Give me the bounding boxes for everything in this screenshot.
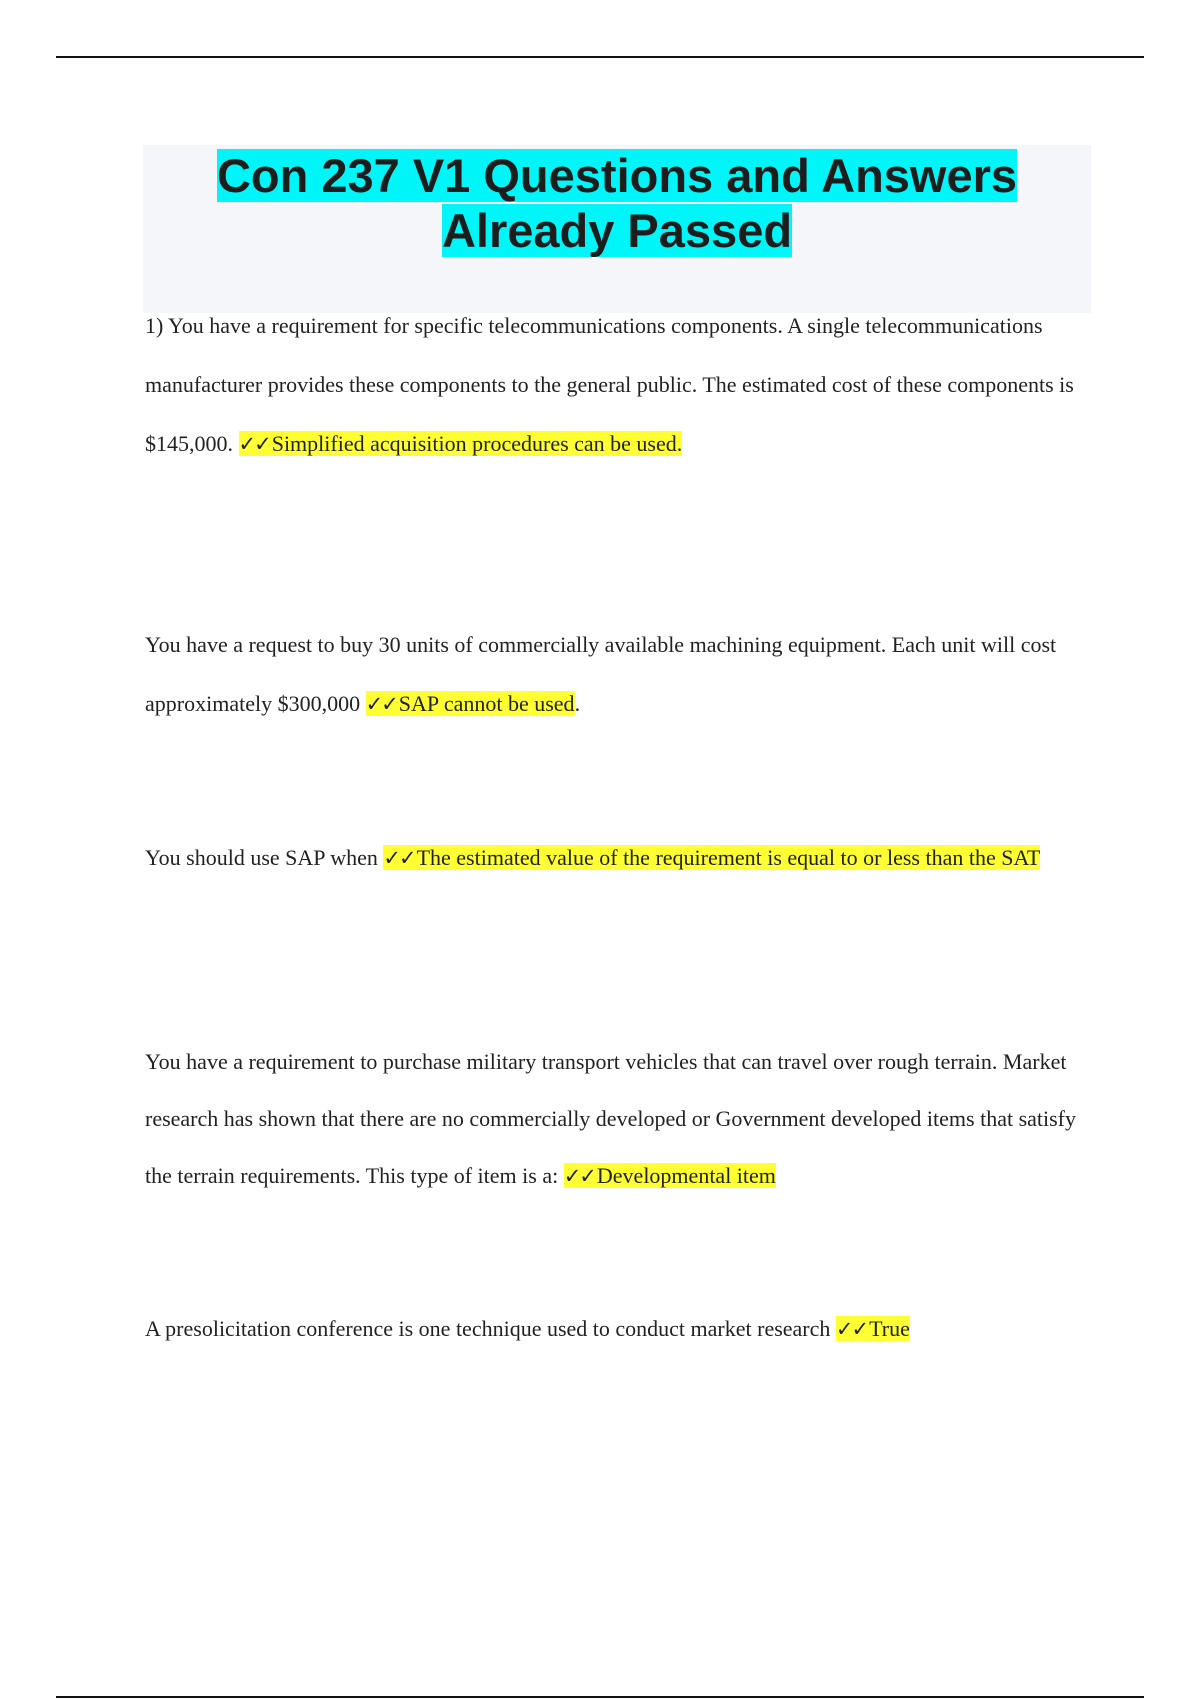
answer-text: SAP cannot be used xyxy=(398,691,575,716)
double-check-mark-icon: ✓✓ xyxy=(383,846,415,870)
answer-highlight xyxy=(836,1316,910,1341)
question-text: You have a requirement to purchase military transport vehicles that can travel over rough terrain. Market research has shown that there are no commercially developed or Government developed items that satisfy the terrain requirements. This type of item is a: xyxy=(145,1049,1077,1188)
double-check-mark-icon: ✓✓ xyxy=(238,432,270,456)
answer-highlight xyxy=(383,845,1040,870)
qa-item-2 xyxy=(145,615,1090,734)
question-text: A presolicitation conference is one technique used to conduct market research xyxy=(145,1316,831,1341)
question-text: You have a request to buy 30 units of commercially available machining equipment. Each unit will cost approximately $300,000 xyxy=(145,632,1057,716)
qa-item-3 xyxy=(145,828,1090,888)
answer-text: True xyxy=(869,1316,910,1341)
double-check-mark-icon: ✓✓ xyxy=(365,692,397,716)
answer-text: Developmental item xyxy=(596,1163,776,1188)
title-line-1: Con 237 V1 Questions and Answers xyxy=(216,149,1018,202)
double-check-mark-icon: ✓✓ xyxy=(835,1317,868,1341)
bottom-rule xyxy=(56,1696,1144,1698)
double-check-mark-icon: ✓✓ xyxy=(563,1164,595,1188)
answer-highlight xyxy=(564,1163,776,1188)
question-text: You should use SAP when xyxy=(145,845,378,870)
title-line-2: Already Passed xyxy=(441,204,793,257)
answer-text: Simplified acquisition procedures can be used. xyxy=(271,431,683,456)
qa-item-4 xyxy=(145,1033,1090,1205)
page-title xyxy=(143,145,1091,258)
answer-highlight xyxy=(239,431,683,456)
qa-item-5 xyxy=(145,1299,1090,1359)
answer-trailing: . xyxy=(574,691,581,716)
answer-text: The estimated value of the requirement is equal to or less than the SAT xyxy=(416,845,1041,870)
title-box xyxy=(143,145,1091,313)
top-rule xyxy=(56,56,1144,58)
qa-item-1 xyxy=(145,296,1090,474)
answer-highlight xyxy=(366,691,575,716)
question-text: 1) You have a requirement for specific telecommunications components. A single telecommunications manufacturer provides these components to the general public. The estimated cost of these components is $145,000. xyxy=(145,313,1074,456)
